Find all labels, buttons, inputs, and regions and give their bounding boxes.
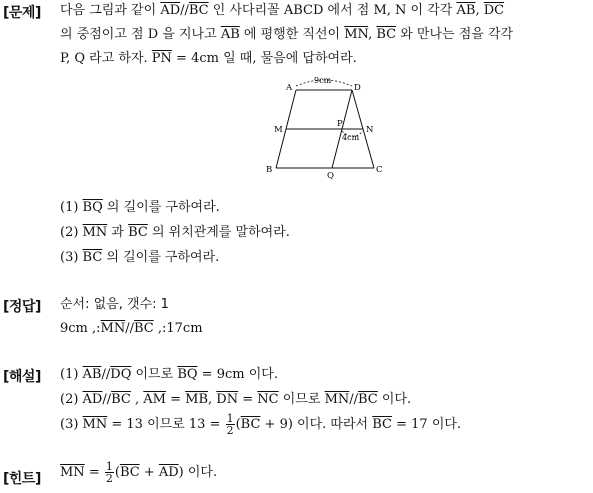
question-1: [60, 199, 220, 217]
question-3: [60, 249, 219, 267]
hint-line: [60, 460, 217, 486]
segment-bq: $\overline{BQ}$: [82, 200, 103, 215]
explanation-2: [60, 391, 411, 409]
explanation-3: [60, 412, 461, 438]
answer-tag: [정답]: [3, 299, 41, 315]
fraction-one-half: [105, 461, 114, 484]
text: 9cm ,:: [60, 321, 101, 336]
text: =: [238, 392, 258, 407]
label-p: P: [337, 119, 343, 129]
explanation-tag: [해설]: [3, 369, 41, 385]
text: = 9cm 이다.: [197, 367, 278, 382]
parallel-sign: //: [349, 392, 359, 407]
text: 와 만나는 점을 각각: [396, 27, 514, 42]
problem-line-1: [60, 2, 504, 20]
text: 이다.: [377, 392, 412, 407]
segment-nc: $\overline{NC}$: [257, 392, 279, 407]
label-a: A: [286, 83, 293, 93]
parallel-sign: //: [102, 392, 112, 407]
label-c: C: [376, 165, 383, 175]
text: 에 평행한 직선이: [239, 27, 345, 42]
fraction-one-half: [226, 413, 235, 436]
segment-ab: $\overline{AB}$: [456, 3, 476, 18]
text: 의 중점이고 점 D 을 지나고: [60, 27, 221, 42]
label-top-length: 9cm: [314, 76, 332, 85]
parallel-sign: //: [125, 321, 134, 336]
segment-bc: $\overline{BC}$: [358, 392, 378, 407]
segment-ad: $\overline{AD}$: [158, 465, 179, 480]
segment-bq: $\overline{BQ}$: [177, 367, 198, 382]
text: +: [139, 465, 159, 480]
text: ,: [475, 3, 484, 18]
text: 이므로: [131, 367, 178, 382]
text: 의 위치관계를 말하여라.: [147, 225, 290, 240]
label-d: D: [354, 83, 361, 93]
segment-bc: $\overline{BC}$: [111, 392, 131, 407]
segment-mn: $\overline{MN}$: [100, 321, 126, 336]
text: (3): [60, 250, 83, 265]
problem-tag: [문제]: [3, 5, 41, 21]
segment-mn: $\overline{MN}$: [82, 225, 108, 240]
segment-bc: $\overline{BC}$: [372, 417, 392, 432]
text: 과: [107, 225, 129, 240]
segment-pn: $\overline{PN}$: [151, 51, 172, 66]
text: ,: [208, 392, 217, 407]
explanation-1: [60, 366, 278, 384]
segment-mn: $\overline{MN}$: [324, 392, 350, 407]
text: ,: [130, 392, 144, 407]
text: ) 이다.: [178, 465, 218, 480]
text: (1): [60, 200, 83, 215]
segment-mb: $\overline{MB}$: [185, 392, 209, 407]
denominator: 2: [226, 424, 234, 437]
segment-bc: $\overline{BC}$: [240, 417, 261, 432]
text: + 9) 이다. 따라서: [260, 417, 373, 432]
text: 의 길이를 구하여라.: [102, 200, 220, 215]
parallel-sign: //: [180, 3, 189, 18]
denominator: 2: [105, 472, 113, 485]
text: ,: [368, 27, 377, 42]
answer-line-1: 순서: 없음, 갯수: 1: [60, 297, 169, 312]
numerator: 1: [226, 412, 234, 425]
segment-bc: $\overline{BC}$: [128, 225, 148, 240]
numerator: 1: [105, 460, 113, 473]
segment-bc: $\overline{BC}$: [133, 321, 154, 336]
segment-ab: $\overline{AB}$: [220, 27, 240, 42]
problem-line-3: [60, 50, 357, 68]
text: =: [84, 465, 104, 480]
label-n: N: [366, 125, 374, 135]
text: 다음 그림과 같이: [60, 3, 161, 18]
question-2: [60, 224, 290, 242]
parallel-sign: //: [101, 367, 111, 382]
segment-bc: $\overline{BC}$: [376, 27, 397, 42]
segment-mn: $\overline{MN}$: [82, 417, 108, 432]
text: = 17 이다.: [391, 417, 462, 432]
segment-am: $\overline{AM}$: [143, 392, 166, 407]
text: ,:17cm: [153, 321, 203, 336]
segment-mn: $\overline{MN}$: [60, 465, 85, 480]
hint-tag: [힌트]: [3, 471, 41, 487]
label-b: B: [266, 165, 273, 175]
text: P, Q 라고 하자.: [60, 51, 152, 66]
segment-bc: $\overline{BC}$: [119, 465, 140, 480]
segment-dn: $\overline{DN}$: [216, 392, 239, 407]
segment-bc: $\overline{BC}$: [82, 250, 103, 265]
segment-dq: $\overline{DQ}$: [110, 367, 132, 382]
answer-line-2: [60, 320, 203, 338]
text: (2): [60, 225, 83, 240]
label-pn-length: 4cm: [342, 133, 360, 142]
text: 이므로: [278, 392, 325, 407]
trapezoid-figure: [262, 72, 392, 180]
problem-line-2: [60, 26, 513, 44]
text: (: [235, 417, 241, 432]
label-m: M: [274, 125, 283, 135]
text: (3): [60, 417, 83, 432]
segment-dc: $\overline{DC}$: [483, 3, 505, 18]
text: = 4cm 일 때, 물음에 답하여라.: [171, 51, 357, 66]
text: 의 길이를 구하여라.: [102, 250, 220, 265]
segment-ad: $\overline{AD}$: [160, 3, 181, 18]
text: 인 사다리꼴 ABCD 에서 점 M, N 이 각각: [208, 3, 457, 18]
segment-ab: $\overline{AB}$: [82, 367, 102, 382]
text: = 13 이므로 13 =: [107, 417, 225, 432]
segment-ad: $\overline{AD}$: [82, 392, 103, 407]
segment-bc: $\overline{BC}$: [188, 3, 209, 18]
label-q: Q: [327, 171, 334, 180]
segment-mn: $\overline{MN}$: [344, 27, 369, 42]
text: (: [114, 465, 120, 480]
text: (2): [60, 392, 83, 407]
text: (1): [60, 367, 83, 382]
text: =: [165, 392, 186, 407]
